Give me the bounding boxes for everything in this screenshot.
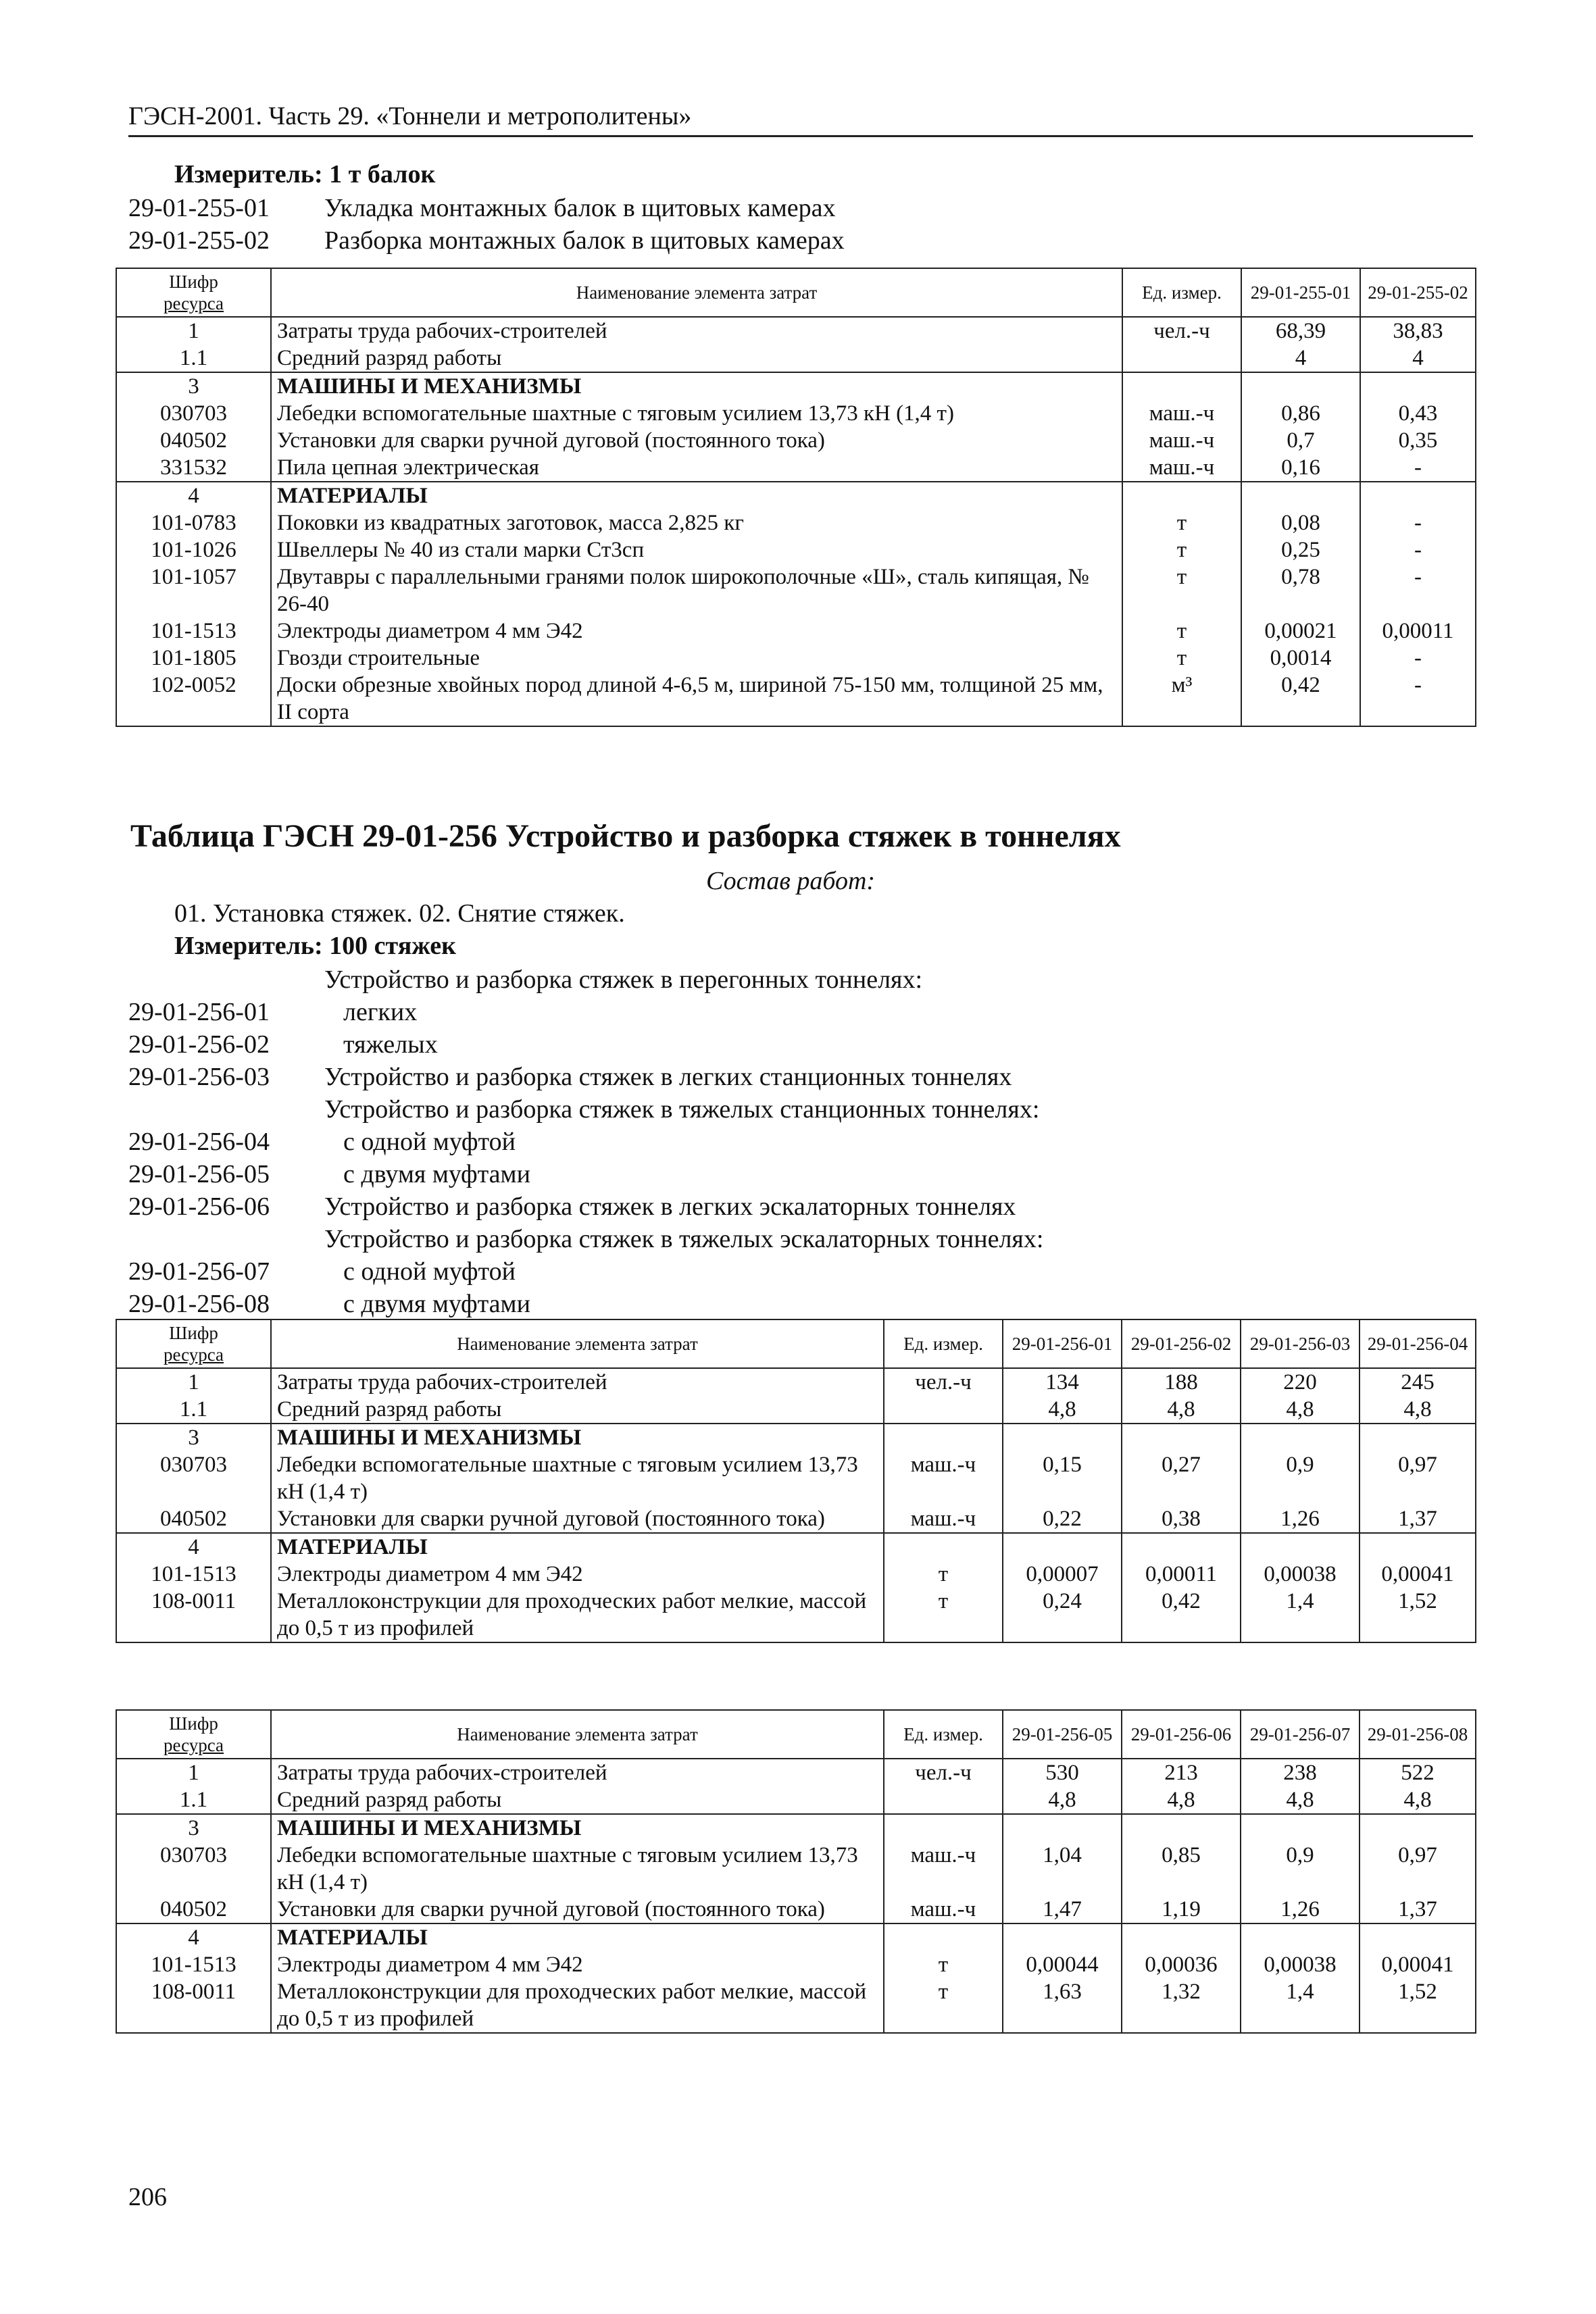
resource-code: 331532 <box>116 454 271 482</box>
unit-cell: т <box>884 1951 1003 1978</box>
unit-cell: т <box>884 1561 1003 1588</box>
table-body <box>116 1759 1476 2033</box>
value-cell: 0,9 <box>1241 1842 1360 1896</box>
resource-code: 108-0011 <box>116 1978 271 2033</box>
table-row <box>116 1978 1476 2033</box>
cost-element-name: Двутавры с параллельными гранями полок широкополочные «Ш», сталь кипящая, № 26-40 <box>271 563 1122 618</box>
code-row <box>128 224 1345 257</box>
col-header-norm: 29-01-256-02 <box>1122 1319 1241 1368</box>
value-cell: 0,00007 <box>1003 1561 1122 1588</box>
value-cell: 4,8 <box>1122 1786 1241 1814</box>
value-cell: 0,22 <box>1003 1505 1122 1533</box>
code-desc: Устройство и разборка стяжек в тяжелых станционных тоннелях: <box>324 1095 1040 1124</box>
resource-code: 1.1 <box>116 345 271 372</box>
cost-element-name: Электроды диаметром 4 мм Э42 <box>271 1951 884 1978</box>
resource-table-2 <box>116 1319 1476 1643</box>
resource-code: 1 <box>116 1759 271 1786</box>
code-list-2 <box>128 963 1345 1320</box>
code: 29-01-255-01 <box>128 194 270 222</box>
work-composition: 01. Установка стяжек. 02. Снятие стяжек. <box>174 899 625 928</box>
col-header-norm: 29-01-256-08 <box>1360 1710 1476 1759</box>
unit-cell <box>1122 482 1241 509</box>
code-desc: Устройство и разборка стяжек в тяжелых эскалаторных тоннелях: <box>324 1225 1044 1253</box>
cost-element-name: Металлоконструкции для проходческих работ мелкие, массой до 0,5 т из профилей <box>271 1978 884 2033</box>
value-cell: 4,8 <box>1360 1396 1476 1424</box>
cost-element-name: Лебедки вспомогательные шахтные с тяговым усилием 13,73 кН (1,4 т) <box>271 1842 884 1896</box>
value-cell: 4,8 <box>1003 1786 1122 1814</box>
value-cell <box>1360 482 1476 509</box>
cost-element-name: Пила цепная электрическая <box>271 454 1122 482</box>
resource-code: 101-1513 <box>116 1951 271 1978</box>
unit-cell: т <box>1122 509 1241 536</box>
unit-cell <box>1122 345 1241 372</box>
value-cell <box>1360 1424 1476 1451</box>
table-row <box>116 1561 1476 1588</box>
table-row <box>116 645 1476 672</box>
code-desc: с двумя муфтами <box>343 1290 530 1318</box>
value-cell: 1,47 <box>1003 1896 1122 1923</box>
code-desc: Разборка монтажных балок в щитовых камерах <box>324 226 845 255</box>
value-cell: 1,52 <box>1360 1978 1476 2033</box>
table-row <box>116 1533 1476 1561</box>
value-cell <box>1003 1923 1122 1951</box>
value-cell: 0,24 <box>1003 1588 1122 1642</box>
value-cell: 245 <box>1360 1368 1476 1396</box>
cost-element-name: Затраты труда рабочих-строителей <box>271 1368 884 1396</box>
cost-element-name: Лебедки вспомогательные шахтные с тяговым усилием 13,73 кН (1,4 т) <box>271 400 1122 427</box>
unit-cell: чел.-ч <box>884 1368 1003 1396</box>
value-cell: 0,25 <box>1241 536 1360 563</box>
value-cell: 188 <box>1122 1368 1241 1396</box>
value-cell <box>1003 1533 1122 1561</box>
value-cell <box>1003 1814 1122 1842</box>
value-cell: 0,85 <box>1122 1842 1241 1896</box>
col-header-norm: 29-01-256-01 <box>1003 1319 1122 1368</box>
measure-2: Измеритель: 100 стяжек <box>174 932 457 960</box>
cost-element-name: Поковки из квадратных заготовок, масса 2,825 кг <box>271 509 1122 536</box>
code-desc: Устройство и разборка стяжек в перегонных тоннелях: <box>324 965 923 994</box>
value-cell <box>1241 372 1360 400</box>
unit-cell: маш.-ч <box>1122 454 1241 482</box>
unit-cell: чел.-ч <box>1122 317 1241 345</box>
code: 29-01-256-01 <box>128 998 270 1026</box>
code: 29-01-256-06 <box>128 1192 270 1221</box>
value-cell: - <box>1360 454 1476 482</box>
resource-code: 030703 <box>116 400 271 427</box>
value-cell: 0,35 <box>1360 427 1476 454</box>
unit-cell: т <box>1122 536 1241 563</box>
code-desc: с одной муфтой <box>343 1128 516 1156</box>
value-cell <box>1003 1424 1122 1451</box>
unit-cell: т <box>884 1588 1003 1642</box>
value-cell: 1,37 <box>1360 1896 1476 1923</box>
col-header-name: Наименование элемента затрат <box>271 1710 884 1759</box>
value-cell: 1,52 <box>1360 1588 1476 1642</box>
resource-code: 108-0011 <box>116 1588 271 1642</box>
table-row <box>116 317 1476 345</box>
value-cell: 0,00038 <box>1241 1951 1360 1978</box>
cost-element-name: Доски обрезные хвойных пород длиной 4-6,5 м, шириной 75-150 мм, толщиной 25 мм, II сорта <box>271 672 1122 726</box>
resource-code: 101-1057 <box>116 563 271 618</box>
resource-table-3 <box>116 1709 1476 2034</box>
table-row <box>116 1451 1476 1505</box>
work-composition-label: Состав работ: <box>706 867 876 895</box>
value-cell: 1,4 <box>1241 1978 1360 2033</box>
value-cell: 0,00011 <box>1360 618 1476 645</box>
running-header: ГЭСН-2001. Часть 29. «Тоннели и метрополитены» <box>128 101 1473 137</box>
value-cell: 0,00038 <box>1241 1561 1360 1588</box>
resource-code: 4 <box>116 1533 271 1561</box>
code-desc: тяжелых <box>343 1030 438 1059</box>
value-cell <box>1241 1923 1360 1951</box>
resource-code: 030703 <box>116 1842 271 1896</box>
table-row <box>116 1814 1476 1842</box>
section-heading: МАШИНЫ И МЕХАНИЗМЫ <box>271 372 1122 400</box>
section-heading: МАТЕРИАЛЫ <box>271 482 1122 509</box>
resource-code: 040502 <box>116 427 271 454</box>
table-row <box>116 482 1476 509</box>
table-body <box>116 1368 1476 1642</box>
table-row <box>116 1505 1476 1533</box>
table-row <box>116 400 1476 427</box>
unit-cell: т <box>884 1978 1003 2033</box>
code: 29-01-255-02 <box>128 226 270 255</box>
resource-code: 101-0783 <box>116 509 271 536</box>
value-cell: 0,27 <box>1122 1451 1241 1505</box>
table-row <box>116 1842 1476 1896</box>
value-cell <box>1360 1923 1476 1951</box>
table-row <box>116 427 1476 454</box>
code: 29-01-256-07 <box>128 1257 270 1286</box>
unit-cell: маш.-ч <box>884 1842 1003 1896</box>
value-cell: 1,63 <box>1003 1978 1122 2033</box>
value-cell: 1,4 <box>1241 1588 1360 1642</box>
resource-code: 4 <box>116 1923 271 1951</box>
value-cell <box>1122 1923 1241 1951</box>
code: 29-01-256-03 <box>128 1063 270 1091</box>
unit-cell: м³ <box>1122 672 1241 726</box>
value-cell <box>1241 482 1360 509</box>
resource-code: 3 <box>116 1424 271 1451</box>
resource-code: 1.1 <box>116 1786 271 1814</box>
cost-element-name: Электроды диаметром 4 мм Э42 <box>271 618 1122 645</box>
cost-element-name: Металлоконструкции для проходческих работ мелкие, массой до 0,5 т из профилей <box>271 1588 884 1642</box>
cost-element-name: Электроды диаметром 4 мм Э42 <box>271 1561 884 1588</box>
section-heading: МАТЕРИАЛЫ <box>271 1923 884 1951</box>
table-row <box>116 1786 1476 1814</box>
value-cell <box>1360 1814 1476 1842</box>
value-cell: 4,8 <box>1003 1396 1122 1424</box>
unit-cell <box>884 1396 1003 1424</box>
value-cell <box>1122 1814 1241 1842</box>
col-header-norm: 29-01-256-05 <box>1003 1710 1122 1759</box>
section-heading: МАТЕРИАЛЫ <box>271 1533 884 1561</box>
resource-code: 101-1513 <box>116 618 271 645</box>
value-cell: 0,0014 <box>1241 645 1360 672</box>
col-header-unit: Ед. измер. <box>1122 268 1241 317</box>
resource-code: 1 <box>116 1368 271 1396</box>
table-row <box>116 618 1476 645</box>
col-header-name: Наименование элемента затрат <box>271 268 1122 317</box>
unit-cell: маш.-ч <box>884 1451 1003 1505</box>
table-row <box>116 1424 1476 1451</box>
code: 29-01-256-04 <box>128 1128 270 1156</box>
value-cell: 4,8 <box>1122 1396 1241 1424</box>
col-header-norm: 29-01-255-01 <box>1241 268 1360 317</box>
table-row <box>116 454 1476 482</box>
col-header-unit: Ед. измер. <box>884 1319 1003 1368</box>
value-cell: 0,00041 <box>1360 1561 1476 1588</box>
col-header-unit: Ед. измер. <box>884 1710 1003 1759</box>
value-cell: 0,97 <box>1360 1842 1476 1896</box>
cost-element-name: Средний разряд работы <box>271 345 1122 372</box>
value-cell: 220 <box>1241 1368 1360 1396</box>
table-row <box>116 1951 1476 1978</box>
value-cell: 4,8 <box>1241 1396 1360 1424</box>
value-cell: - <box>1360 536 1476 563</box>
code-desc: Укладка монтажных балок в щитовых камерах <box>324 194 836 222</box>
col-header-code: Шифр ресурса <box>116 268 271 317</box>
value-cell: 0,00044 <box>1003 1951 1122 1978</box>
cost-element-name: Средний разряд работы <box>271 1786 884 1814</box>
unit-cell <box>884 1786 1003 1814</box>
value-cell <box>1241 1814 1360 1842</box>
value-cell: 1,37 <box>1360 1505 1476 1533</box>
code: 29-01-256-08 <box>128 1290 270 1318</box>
table-row <box>116 563 1476 618</box>
code-desc: легких <box>343 998 418 1026</box>
value-cell: - <box>1360 672 1476 726</box>
cost-element-name: Затраты труда рабочих-строителей <box>271 1759 884 1786</box>
value-cell: 68,39 <box>1241 317 1360 345</box>
table-row <box>116 1759 1476 1786</box>
col-header-norm: 29-01-256-04 <box>1360 1319 1476 1368</box>
value-cell: 0,42 <box>1241 672 1360 726</box>
code: 29-01-256-05 <box>128 1160 270 1188</box>
cost-element-name: Установки для сварки ручной дуговой (постоянного тока) <box>271 1505 884 1533</box>
resource-code: 4 <box>116 482 271 509</box>
resource-code: 1 <box>116 317 271 345</box>
col-header-norm: 29-01-256-06 <box>1122 1710 1241 1759</box>
value-cell: 0,86 <box>1241 400 1360 427</box>
table-row <box>116 509 1476 536</box>
unit-cell <box>884 1424 1003 1451</box>
value-cell: 0,42 <box>1122 1588 1241 1642</box>
value-cell: 530 <box>1003 1759 1122 1786</box>
table-row <box>116 672 1476 726</box>
cost-element-name: Швеллеры № 40 из стали марки Ст3сп <box>271 536 1122 563</box>
value-cell <box>1241 1424 1360 1451</box>
unit-cell <box>884 1923 1003 1951</box>
value-cell: 0,16 <box>1241 454 1360 482</box>
section-heading: МАШИНЫ И МЕХАНИЗМЫ <box>271 1424 884 1451</box>
code-desc: Устройство и разборка стяжек в легких эскалаторных тоннелях <box>324 1192 1016 1221</box>
value-cell <box>1122 1424 1241 1451</box>
resource-code: 102-0052 <box>116 672 271 726</box>
value-cell: 213 <box>1122 1759 1241 1786</box>
value-cell: - <box>1360 563 1476 618</box>
value-cell: 0,00021 <box>1241 618 1360 645</box>
unit-cell: маш.-ч <box>884 1505 1003 1533</box>
value-cell: 1,19 <box>1122 1896 1241 1923</box>
value-cell: 4,8 <box>1241 1786 1360 1814</box>
table-row <box>116 536 1476 563</box>
value-cell: 0,00036 <box>1122 1951 1241 1978</box>
value-cell <box>1122 1533 1241 1561</box>
section-heading: МАШИНЫ И МЕХАНИЗМЫ <box>271 1814 884 1842</box>
resource-code: 3 <box>116 1814 271 1842</box>
page-number: 206 <box>128 2183 167 2211</box>
value-cell: 0,00011 <box>1122 1561 1241 1588</box>
unit-cell: т <box>1122 645 1241 672</box>
resource-table-1 <box>116 268 1476 727</box>
value-cell: 0,00041 <box>1360 1951 1476 1978</box>
value-cell: 0,43 <box>1360 400 1476 427</box>
value-cell: 0,78 <box>1241 563 1360 618</box>
value-cell: - <box>1360 509 1476 536</box>
value-cell: 522 <box>1360 1759 1476 1786</box>
value-cell: 38,83 <box>1360 317 1476 345</box>
col-header-norm: 29-01-255-02 <box>1360 268 1476 317</box>
col-header-norm: 29-01-256-07 <box>1241 1710 1360 1759</box>
cost-element-name: Установки для сварки ручной дуговой (постоянного тока) <box>271 1896 884 1923</box>
cost-element-name: Установки для сварки ручной дуговой (постоянного тока) <box>271 427 1122 454</box>
table-row <box>116 345 1476 372</box>
col-header-norm: 29-01-256-03 <box>1241 1319 1360 1368</box>
cost-element-name: Затраты труда рабочих-строителей <box>271 317 1122 345</box>
value-cell: 4 <box>1360 345 1476 372</box>
resource-code: 1.1 <box>116 1396 271 1424</box>
code-desc: с одной муфтой <box>343 1257 516 1286</box>
value-cell: 0,15 <box>1003 1451 1122 1505</box>
code-list-1 <box>128 192 1345 257</box>
unit-cell: т <box>1122 618 1241 645</box>
value-cell: 1,32 <box>1122 1978 1241 2033</box>
table-row <box>116 1396 1476 1424</box>
unit-cell: маш.-ч <box>884 1896 1003 1923</box>
value-cell: 134 <box>1003 1368 1122 1396</box>
cost-element-name: Лебедки вспомогательные шахтные с тяговым усилием 13,73 кН (1,4 т) <box>271 1451 884 1505</box>
value-cell: - <box>1360 645 1476 672</box>
col-header-name: Наименование элемента затрат <box>271 1319 884 1368</box>
resource-code: 101-1805 <box>116 645 271 672</box>
unit-cell: маш.-ч <box>1122 427 1241 454</box>
value-cell: 4 <box>1241 345 1360 372</box>
resource-code: 3 <box>116 372 271 400</box>
table-row <box>116 372 1476 400</box>
table-row <box>116 1923 1476 1951</box>
value-cell: 238 <box>1241 1759 1360 1786</box>
value-cell <box>1360 372 1476 400</box>
value-cell: 0,08 <box>1241 509 1360 536</box>
unit-cell: чел.-ч <box>884 1759 1003 1786</box>
value-cell: 0,38 <box>1122 1505 1241 1533</box>
unit-cell: маш.-ч <box>1122 400 1241 427</box>
table-title: Таблица ГЭСН 29-01-256 Устройство и разборка стяжек в тоннелях <box>130 818 1121 854</box>
value-cell: 1,26 <box>1241 1505 1360 1533</box>
table-row <box>116 1588 1476 1642</box>
value-cell <box>1241 1533 1360 1561</box>
resource-code: 040502 <box>116 1505 271 1533</box>
unit-cell <box>884 1814 1003 1842</box>
resource-code: 101-1026 <box>116 536 271 563</box>
value-cell: 0,9 <box>1241 1451 1360 1505</box>
value-cell: 4,8 <box>1360 1786 1476 1814</box>
value-cell <box>1360 1533 1476 1561</box>
cost-element-name: Средний разряд работы <box>271 1396 884 1424</box>
measure-1: Измеритель: 1 т балок <box>174 160 436 188</box>
resource-code: 030703 <box>116 1451 271 1505</box>
col-header-code: Шифр ресурса <box>116 1710 271 1759</box>
resource-code: 101-1513 <box>116 1561 271 1588</box>
value-cell: 1,04 <box>1003 1842 1122 1896</box>
table-row <box>116 1896 1476 1923</box>
cost-element-name: Гвозди строительные <box>271 645 1122 672</box>
table-row <box>116 1368 1476 1396</box>
resource-code: 040502 <box>116 1896 271 1923</box>
value-cell: 0,7 <box>1241 427 1360 454</box>
unit-cell <box>884 1533 1003 1561</box>
value-cell: 1,26 <box>1241 1896 1360 1923</box>
code: 29-01-256-02 <box>128 1030 270 1059</box>
col-header-code: Шифр ресурса <box>116 1319 271 1368</box>
unit-cell: т <box>1122 563 1241 618</box>
unit-cell <box>1122 372 1241 400</box>
code-desc: с двумя муфтами <box>343 1160 530 1188</box>
code-row <box>128 192 1345 224</box>
value-cell: 0,97 <box>1360 1451 1476 1505</box>
table-body <box>116 317 1476 726</box>
code-desc: Устройство и разборка стяжек в легких станционных тоннелях <box>324 1063 1012 1091</box>
